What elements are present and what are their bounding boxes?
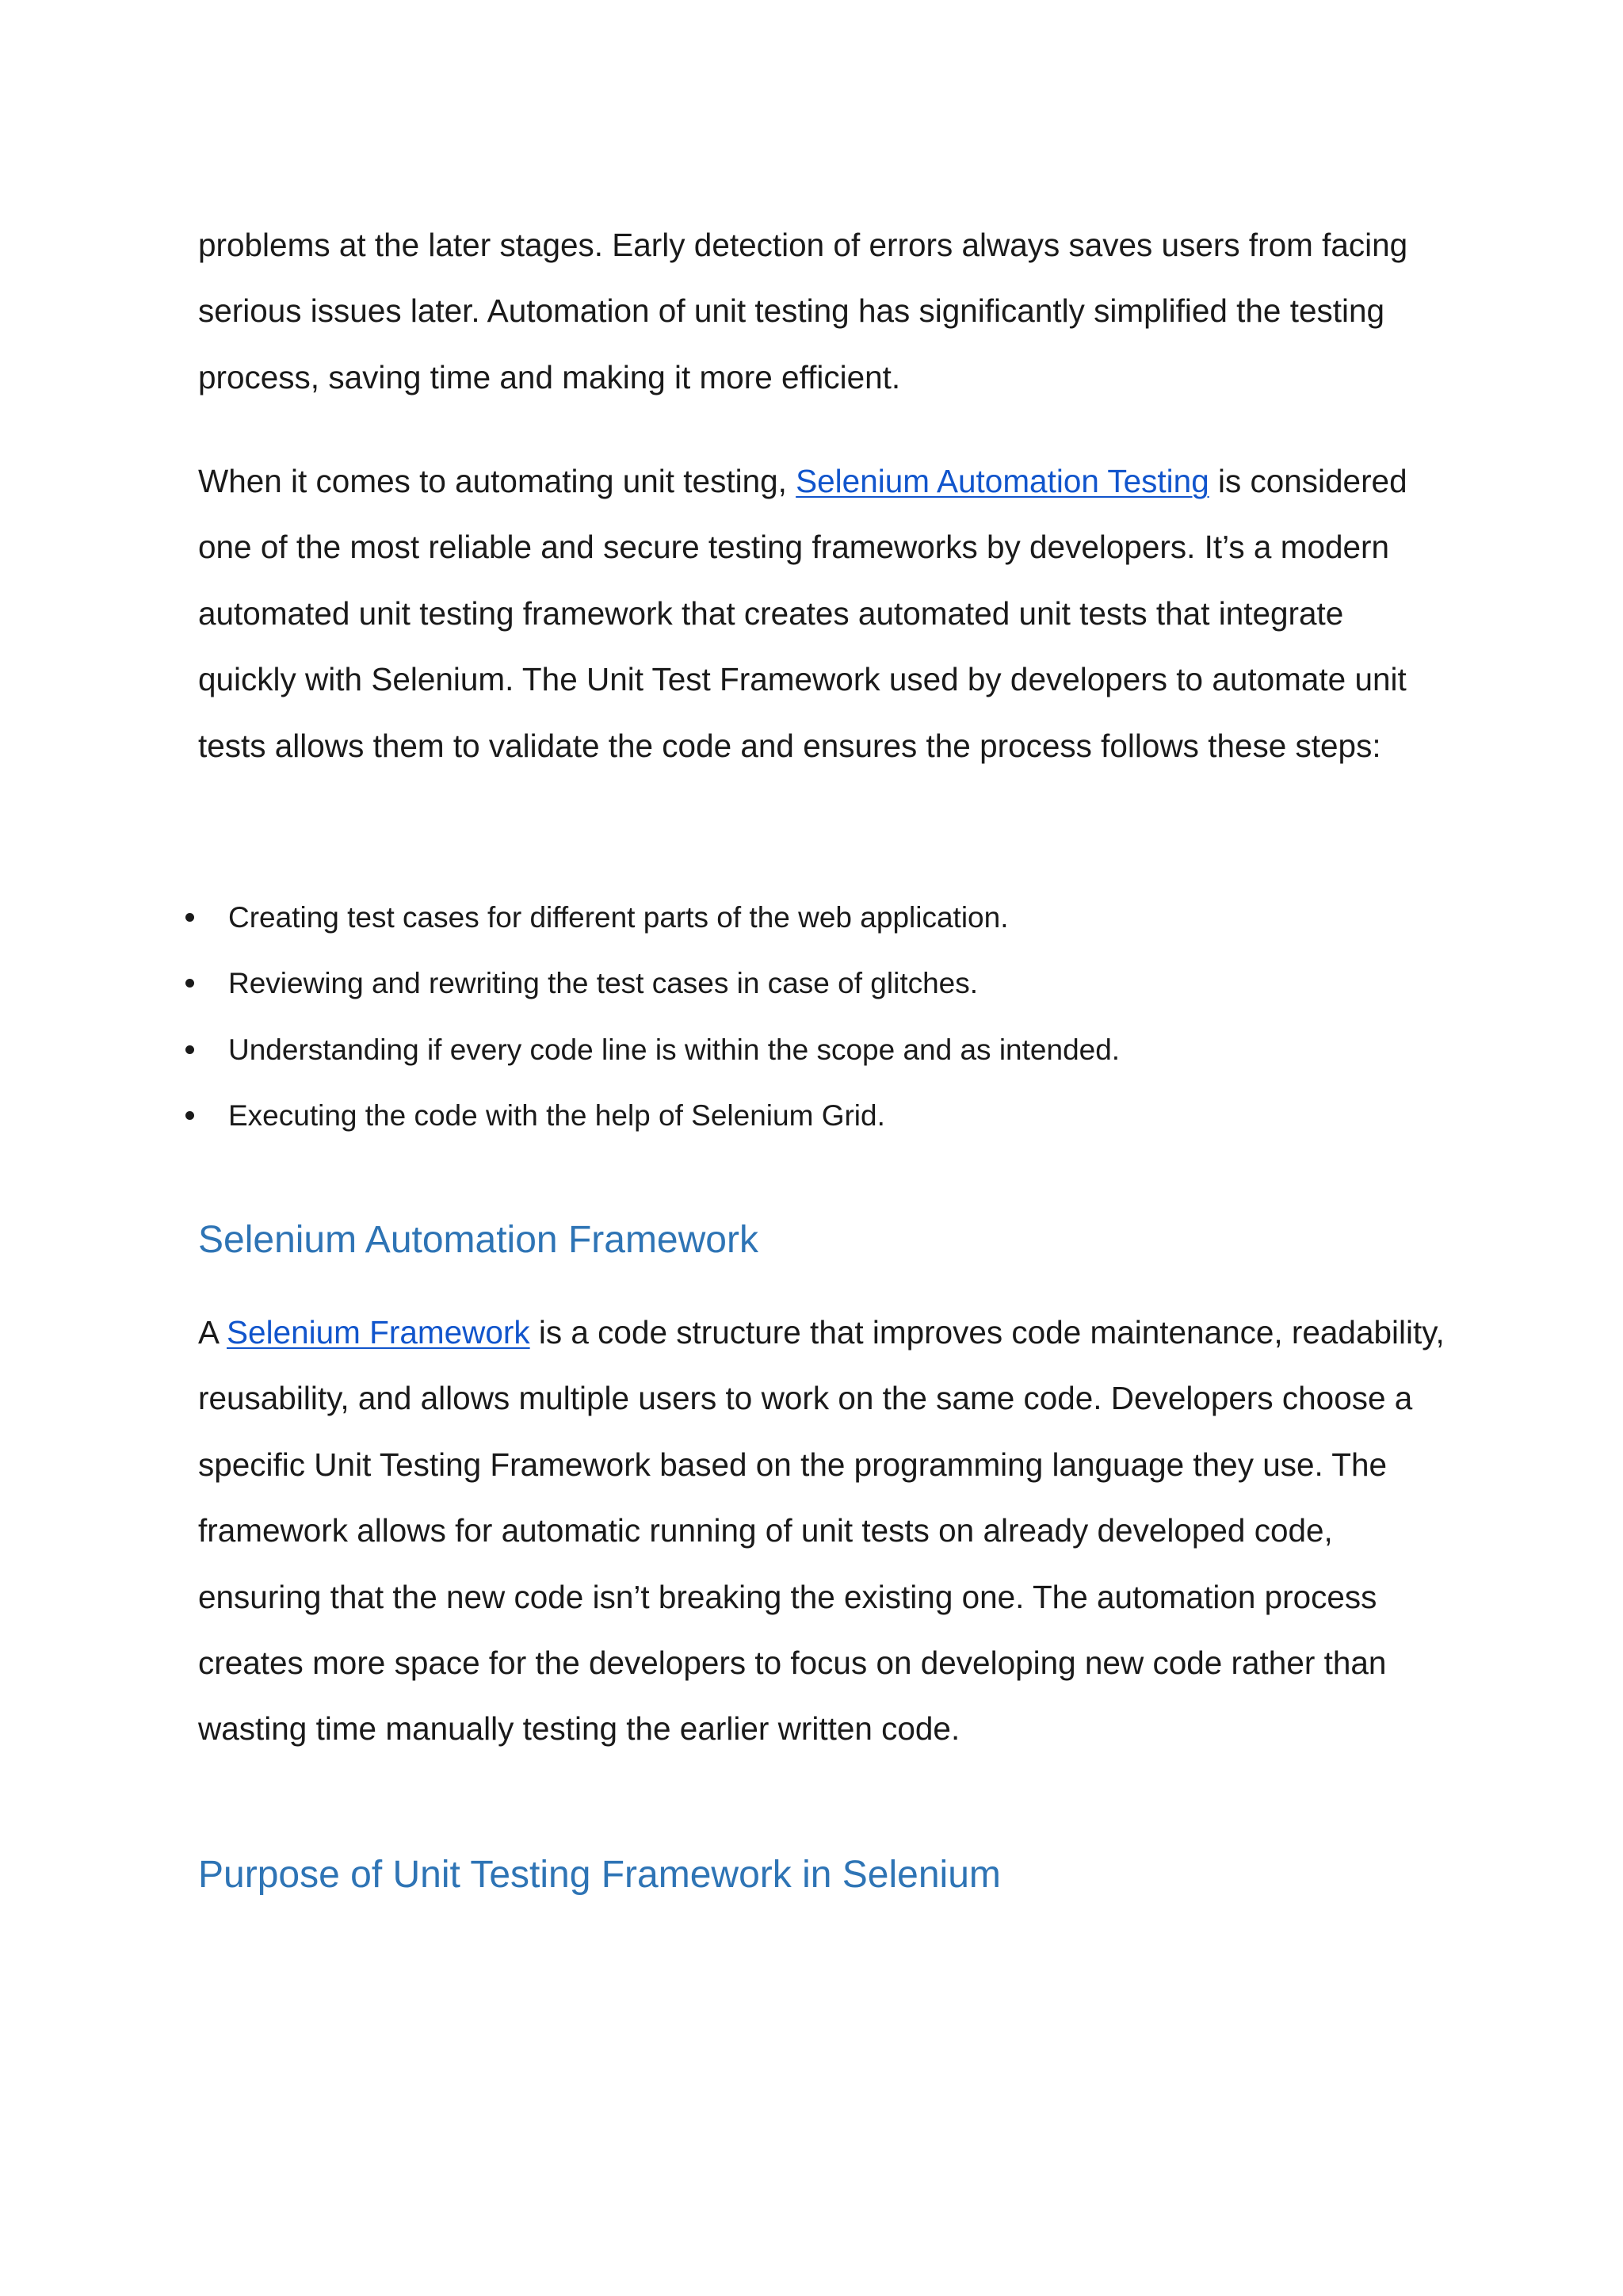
paragraph-text-before-link: When it comes to automating unit testing, (198, 463, 796, 499)
heading-selenium-automation-framework: Selenium Automation Framework (198, 1219, 758, 1261)
bullet-icon (185, 1111, 194, 1120)
bullet-icon (185, 913, 194, 922)
list-item-text: Reviewing and rewriting the test cases in case of glitches. (228, 967, 979, 1000)
paragraph-text-after-link: is a code structure that improves code maintenance, readability, reusability, and allows multiple users to work on the same code. Developers choose a specific Unit Testing Framework based on the programming language they use. The framework allows for automatic running of unit tests on already developed code, ensuring that the new code isn’t breaking the existing one. The automation process creates more space for the developers to focus on developing new code rather than wasting time manually testing the earlier written code. (198, 1314, 1445, 1748)
list-item-text: Creating test cases for different parts of the web application. (228, 901, 1009, 934)
paragraph-text-after-link: is considered one of the most reliable and secure testing frameworks by developers. It’s a modern automated unit testing framework that creates automated unit tests that integrate quickly with Selenium. The Unit Test Framework used by developers to automate unit tests allows them to validate the code and ensures the process follows these steps: (198, 463, 1407, 764)
list-item (198, 950, 1450, 1016)
paragraph-early-detection (198, 212, 1450, 411)
heading-purpose-of-unit-testing-framework: Purpose of Unit Testing Framework in Selenium (198, 1854, 1001, 1896)
paragraph-selenium-framework (198, 1300, 1450, 1763)
paragraph-automating-unit-testing (198, 449, 1450, 779)
list-item (198, 1083, 1450, 1148)
bullet-icon (185, 979, 194, 988)
paragraph-text-before-link: A (198, 1314, 227, 1350)
paragraph-text: problems at the later stages. Early detection of errors always saves users from facing serious issues later. Automation of unit testing has significantly simplified the testing process, saving time and making it more efficient. (198, 227, 1408, 395)
list-item (198, 1017, 1450, 1083)
steps-list (198, 884, 1450, 1149)
list-item-text: Understanding if every code line is within the scope and as intended. (228, 1033, 1121, 1066)
bullet-icon (185, 1045, 194, 1054)
list-item-text: Executing the code with the help of Selenium Grid. (228, 1099, 885, 1133)
list-item (198, 884, 1450, 950)
selenium-automation-testing-link[interactable]: Selenium Automation Testing (796, 463, 1209, 499)
selenium-framework-link[interactable]: Selenium Framework (227, 1314, 530, 1350)
